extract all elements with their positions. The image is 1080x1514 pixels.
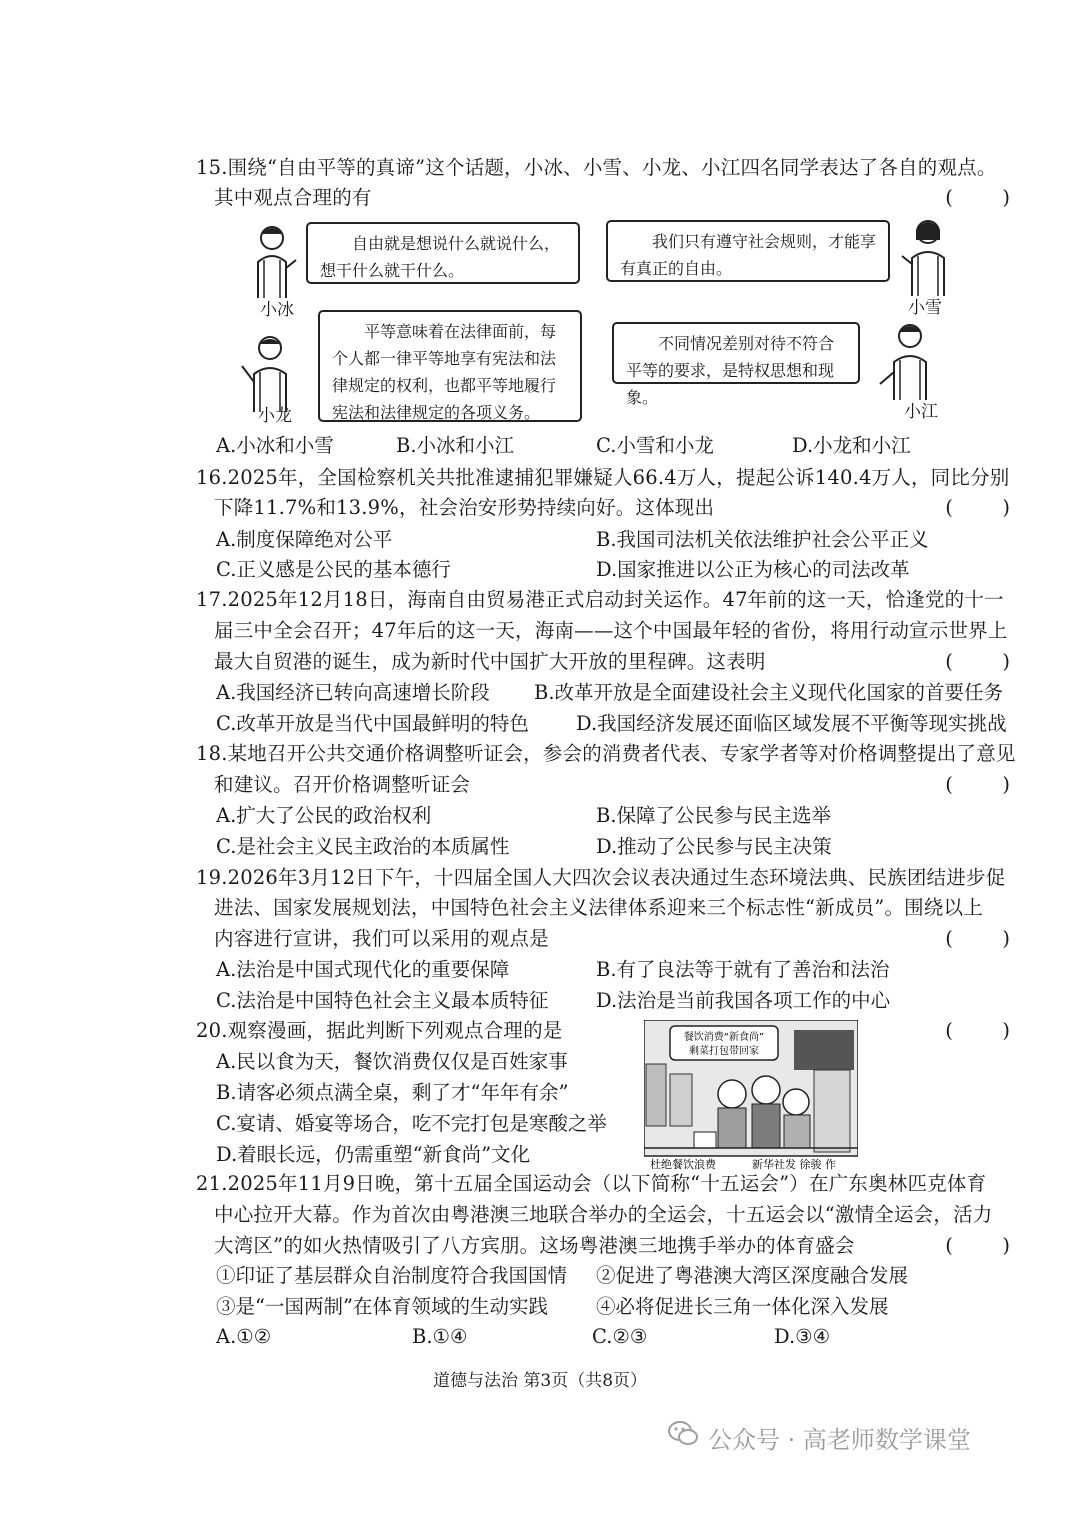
- q15-stem-line1: 15.围绕“自由平等的真谛”这个话题，小冰、小雪、小龙、小江四名同学表达了各自的观点。: [196, 156, 997, 179]
- q18-option-a[interactable]: A.扩大了公民的政治权利: [216, 804, 432, 827]
- q19-option-d[interactable]: D.法治是当前我国各项工作的中心: [596, 989, 891, 1012]
- q19-stem-line2: 进法、国家发展规划法，中国特色社会主义法律体系迎来三个标志性“新成员”。围绕以上: [214, 896, 983, 919]
- cartoon-title-line1: 餐饮消费“新食尚”: [683, 1032, 765, 1043]
- q16-stem-line1: 16.2025年，全国检察机关共批准逮捕犯罪嫌疑人66.4万人，提起公诉140.4万人，同比分别: [196, 466, 1010, 489]
- q15-stem-line2: 其中观点合理的有: [214, 186, 372, 209]
- student-name-xue: 小雪: [908, 298, 942, 318]
- student-xue-figure: [898, 214, 954, 298]
- q21-statement-4: ④必将促进长三角一体化深入发展: [596, 1295, 889, 1318]
- q16-option-a[interactable]: A.制度保障绝对公平: [216, 528, 393, 551]
- food-waste-cartoon: [644, 1020, 858, 1172]
- q17-stem-line2: 届三中全会召开；47年后的这一天，海南——这个中国最年轻的省份，将用行动宣示世界上: [214, 619, 1008, 642]
- q15-option-b[interactable]: B.小冰和小江: [396, 434, 515, 457]
- q16-option-c[interactable]: C.正义感是公民的基本德行: [216, 558, 451, 581]
- q21-statement-1: ①印证了基层群众自治制度符合我国国情: [216, 1264, 568, 1287]
- q19-answer-paren: ( ): [945, 927, 1010, 950]
- cartoon-caption-right: 新华社发 徐骏 作: [752, 1158, 836, 1171]
- q20-option-c[interactable]: C.宴请、婚宴等场合，吃不完打包是寒酸之举: [216, 1112, 607, 1135]
- q21-stem-line2: 中心拉开大幕。作为首次由粤港澳三地联合举办的全运会，十五运会以“激情全运会，活力: [214, 1203, 993, 1226]
- q19-stem-line1: 19.2026年3月12日下午，十四届全国人大四次会议表决通过生态环境法典、民族团结进步促: [196, 866, 1006, 889]
- q19-option-c[interactable]: C.法治是中国特色社会主义最本质特征: [216, 989, 549, 1012]
- page-footer: 道德与法治 第3页（共8页）: [432, 1371, 648, 1391]
- q21-statement-2: ②促进了粤港澳大湾区深度融合发展: [596, 1264, 909, 1287]
- q18-stem-line1: 18.某地召开公共交通价格调整听证会，参会的消费者代表、专家学者等对价格调整提出了意见: [196, 742, 1016, 765]
- q18-option-d[interactable]: D.推动了公民参与民主决策: [596, 835, 832, 858]
- q17-stem-line3: 最大自贸港的诞生，成为新时代中国扩大开放的里程碑。这表明: [214, 650, 766, 673]
- speech-bubble-long: 平等意味着在法律面前，每个人都一律平等地享有宪法和法律规定的权利，也都平等地履行宪法和法律规定的各项义务。: [318, 310, 582, 422]
- q18-option-b[interactable]: B.保障了公民参与民主选举: [596, 804, 832, 827]
- q20-option-d[interactable]: D.着眼长远，仍需重塑“新食尚”文化: [216, 1143, 531, 1166]
- q19-stem-line3: 内容进行宣讲，我们可以采用的观点是: [214, 927, 549, 950]
- cartoon-caption-left: 杜绝餐饮浪费: [650, 1158, 716, 1171]
- q18-option-c[interactable]: C.是社会主义民主政治的本质属性: [216, 835, 510, 858]
- q17-option-d[interactable]: D.我国经济发展还面临区域发展不平衡等现实挑战: [576, 712, 1007, 735]
- q20-option-a[interactable]: A.民以食为天，餐饮消费仅仅是百姓家事: [216, 1050, 568, 1073]
- student-name-long: 小龙: [258, 406, 292, 426]
- q15-option-d[interactable]: D.小龙和小江: [792, 434, 911, 457]
- q21-option-b[interactable]: B.①④: [412, 1325, 468, 1348]
- q16-answer-paren: ( ): [945, 496, 1010, 519]
- q19-option-a[interactable]: A.法治是中国式现代化的重要保障: [216, 958, 510, 981]
- cartoon-title-line2: 剩菜打包带回家: [689, 1046, 759, 1057]
- student-long-figure: [238, 330, 298, 414]
- q21-option-d[interactable]: D.③④: [774, 1325, 831, 1348]
- q17-option-a[interactable]: A.我国经济已转向高速增长阶段: [216, 681, 490, 704]
- q16-option-b[interactable]: B.我国司法机关依法维护社会公平正义: [596, 528, 929, 551]
- q20-option-b[interactable]: B.请客必须点满全桌，剩了才“年年有余”: [216, 1081, 569, 1104]
- q20-stem-line1: 20.观察漫画，据此判断下列观点合理的是: [196, 1019, 563, 1042]
- student-name-bing: 小冰: [260, 300, 294, 320]
- student-jiang-figure: [874, 318, 938, 402]
- q20-answer-paren: ( ): [945, 1019, 1010, 1042]
- q17-stem-line1: 17.2025年12月18日，海南自由贸易港正式启动封关运作。47年前的这一天，恰逢党的十一: [196, 588, 1004, 611]
- student-bing-figure: [246, 220, 302, 300]
- q21-option-c[interactable]: C.②③: [592, 1325, 648, 1348]
- q17-option-b[interactable]: B.改革开放是全面建设社会主义现代化国家的首要任务: [534, 681, 1004, 704]
- q17-option-c[interactable]: C.改革开放是当代中国最鲜明的特色: [216, 712, 529, 735]
- q18-stem-line2: 和建议。召开价格调整听证会: [214, 773, 471, 796]
- q21-statement-3: ③是“一国两制”在体育领域的生动实践: [216, 1295, 548, 1318]
- q15-option-a[interactable]: A.小冰和小雪: [216, 434, 334, 457]
- q17-answer-paren: ( ): [945, 650, 1010, 673]
- wechat-icon: [666, 1416, 700, 1450]
- q16-option-d[interactable]: D.国家推进以公正为核心的司法改革: [596, 558, 910, 581]
- q21-stem-line1: 21.2025年11月9日晚，第十五届全国运动会（以下简称“十五运会”）在广东奥林匹克体育: [196, 1172, 987, 1195]
- q15-answer-paren: ( ): [945, 186, 1010, 209]
- speech-bubble-jiang: 不同情况差别对待不符合平等的要求，是特权思想和现象。: [612, 322, 860, 384]
- q16-stem-line2: 下降11.7%和13.9%，社会治安形势持续向好。这体现出: [214, 496, 715, 519]
- q21-option-a[interactable]: A.①②: [216, 1325, 272, 1348]
- q21-answer-paren: ( ): [945, 1234, 1010, 1257]
- student-name-jiang: 小江: [904, 402, 938, 422]
- q15-option-c[interactable]: C.小雪和小龙: [596, 434, 714, 457]
- speech-bubble-bing: 自由就是想说什么就说什么，想干什么就干什么。: [306, 222, 580, 284]
- speech-bubble-xue: 我们只有遵守社会规则，才能享有真正的自由。: [606, 220, 890, 282]
- watermark-text: 公众号 · 高老师数学课堂: [708, 1426, 971, 1454]
- q19-option-b[interactable]: B.有了良法等于就有了善治和法治: [596, 958, 890, 981]
- q18-answer-paren: ( ): [945, 773, 1010, 796]
- q21-stem-line3: 大湾区”的如火热情吸引了八方宾朋。这场粤港澳三地携手举办的体育盛会: [214, 1234, 855, 1257]
